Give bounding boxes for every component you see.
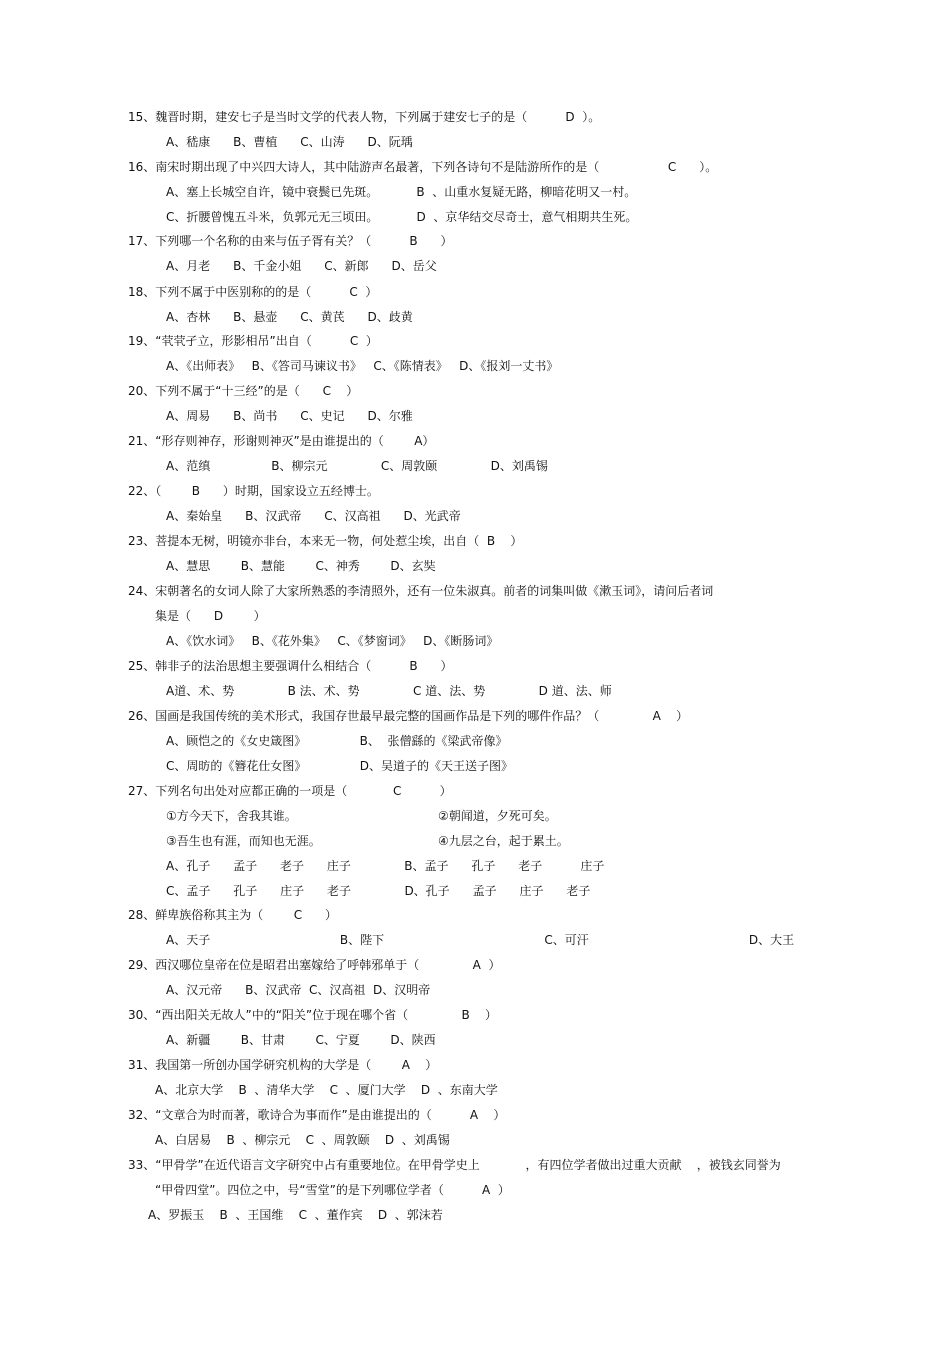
options-19: A、《出师表》 B、《答司马谏议书》 C、《陈情表》 D、《报刘一丈书》 <box>166 359 559 373</box>
question-15: 15、魏晋时期，建安七子是当时文学的代表人物，下列属于建安七子的是（ D ）。 <box>128 110 601 124</box>
quote-2: ②朝闻道，夕死可矣。 <box>438 809 557 823</box>
question-19: 19、“茕茕孑立，形影相吊”出自（ C ） <box>128 334 378 348</box>
quote-4: ④九层之台，起于累土。 <box>438 834 569 848</box>
options-21: A、范缜 B、柳宗元 C、周敦颐 D、刘禹锡 <box>166 459 548 473</box>
question-25: 25、韩非子的法治思想主要强调什么相结合（ B ） <box>128 659 453 673</box>
options-24: A、《饮水词》 B、《花外集》 C、《梦窗词》 D、《断肠词》 <box>166 634 499 648</box>
question-16: 16、南宋时期出现了中兴四大诗人，其中陆游声名最著，下列各诗句不是陆游所作的是（ C ）。 <box>128 160 718 174</box>
options-22: A、秦始皇 B、汉武帝 C、汉高祖 D、光武帝 <box>166 509 461 523</box>
question-22: 22、（ B ）时期，国家设立五经博士。 <box>128 484 379 498</box>
question-33-cont: “甲骨四堂”。四位之中，号“雪堂”的是下列哪位学者（ A ） <box>155 1183 510 1197</box>
options-23: A、慧思 B、慧能 C、神秀 D、玄奘 <box>166 559 436 573</box>
question-20: 20、下列不属于“十三经”的是（ C ） <box>128 384 359 398</box>
question-18: 18、下列不属于中医别称的的是（ C ） <box>128 285 378 299</box>
question-24-cont: 集是（ D ） <box>155 609 266 623</box>
quote-1: ①方今天下，舍我其谁。 <box>166 809 297 823</box>
options-20: A、周易 B、尚书 C、史记 D、尔雅 <box>166 409 413 423</box>
question-23: 23、菩提本无树，明镜亦非台，本来无一物，何处惹尘埃，出自（ B ） <box>128 534 523 548</box>
question-27: 27、下列名句出处对应都正确的一项是（ C ） <box>128 784 452 798</box>
quote-3: ③吾生也有涯，而知也无涯。 <box>166 834 321 848</box>
options-27-cd: C、孟子 孔子 庄子 老子 D、孔子 孟子 庄子 老子 <box>166 884 591 898</box>
question-32: 32、“文章合为时而著，歌诗合为事而作”是由谁提出的（ A ） <box>128 1108 506 1122</box>
options-30: A、新疆 B、甘肃 C、宁夏 D、陕西 <box>166 1033 436 1047</box>
options-26-ab: A、顾恺之的《女史箴图》 B、 张僧繇的《梁武帝像》 <box>166 734 508 748</box>
options-32: A、白居易 B 、柳宗元 C 、周敦颐 D 、刘禹锡 <box>155 1133 450 1147</box>
options-25: A道、术、势 B 法、术、势 C 道、法、势 D 道、法、师 <box>166 684 612 698</box>
question-26: 26、国画是我国传统的美术形式，我国存世最早最完整的国画作品是下列的哪件作品？（ A ） <box>128 709 689 723</box>
options-26-cd: C、周昉的《簪花仕女图》 D、吴道子的《天王送子图》 <box>166 759 514 773</box>
options-28: A、天子 B、陛下 C、可汗 D、大王 <box>166 933 795 947</box>
options-31: A、北京大学 B 、清华大学 C 、厦门大学 D 、东南大学 <box>155 1083 498 1097</box>
options-16-ab: A、塞上长城空自许，镜中衰鬓已先斑。 B 、山重水复疑无路，柳暗花明又一村。 <box>166 185 637 199</box>
options-29: A、汉元帝 B、汉武帝 C、汉高祖 D、汉明帝 <box>166 983 431 997</box>
question-30: 30、“西出阳关无故人”中的“阳关”位于现在哪个省（ B ） <box>128 1008 498 1022</box>
question-17: 17、下列哪一个名称的由来与伍子胥有关？（ B ） <box>128 234 453 248</box>
question-29: 29、西汉哪位皇帝在位是昭君出塞嫁给了呼韩邪单于（ A ） <box>128 958 501 972</box>
options-27-ab: A、孔子 孟子 老子 庄子 B、孟子 孔子 老子 庄子 <box>166 859 605 873</box>
question-33: 33、“甲骨学”在近代语言文字研究中占有重要地位。在甲骨学史上 ，有四位学者做出过重大贡献 ，被钱玄同誉为 <box>128 1158 781 1172</box>
options-15: A、嵇康 B、曹植 C、山涛 D、阮瑀 <box>166 135 413 149</box>
options-16-cd: C、折腰曾愧五斗米，负郭元无三顷田。 D 、京华结交尽奇士，意气相期共生死。 <box>166 210 638 224</box>
question-24: 24、宋朝著名的女词人除了大家所熟悉的李清照外，还有一位朱淑真。前者的词集叫做《漱玉词》，请问后者词 <box>128 584 714 598</box>
options-18: A、杏林 B、悬壶 C、黄芪 D、歧黄 <box>166 310 413 324</box>
question-21: 21、“形存则神存，形谢则神灭”是由谁提出的（ A） <box>128 434 435 448</box>
question-31: 31、我国第一所创办国学研究机构的大学是（ A ） <box>128 1058 438 1072</box>
question-28: 28、鲜卑族俗称其主为（ C ） <box>128 908 338 922</box>
options-33: A、罗振玉 B 、王国维 C 、董作宾 D 、郭沫若 <box>148 1208 443 1222</box>
options-17: A、月老 B、千金小姐 C、新郎 D、岳父 <box>166 259 437 273</box>
